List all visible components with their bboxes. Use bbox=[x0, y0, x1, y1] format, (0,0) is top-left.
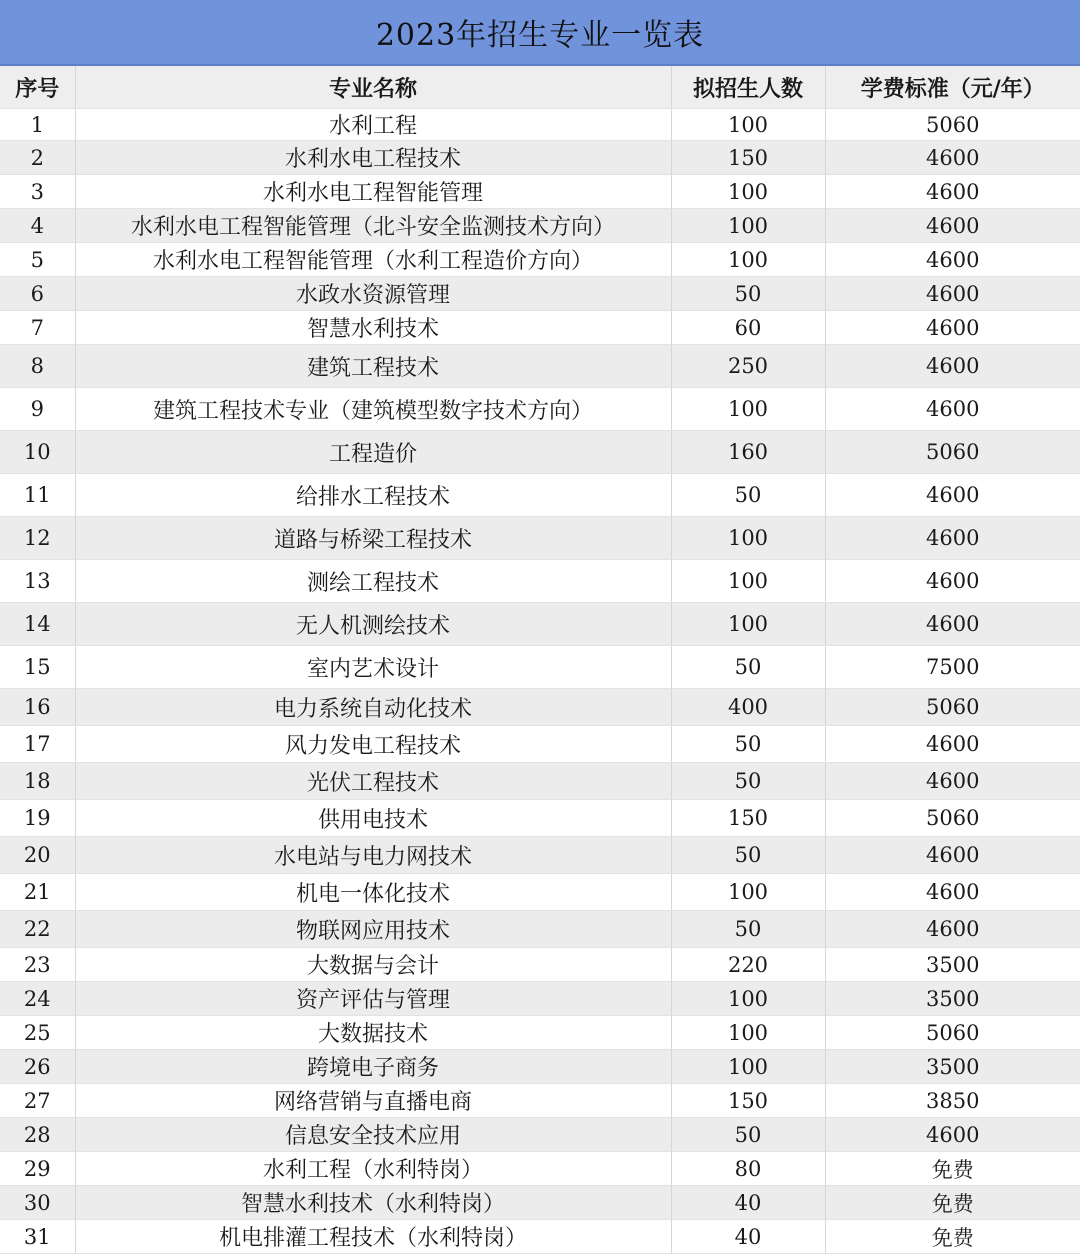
planned-count: 100 bbox=[671, 560, 825, 603]
table-row bbox=[0, 689, 1080, 726]
tuition-fee: 5060 bbox=[825, 109, 1080, 141]
row-number: 5 bbox=[0, 243, 75, 277]
major-name: 资产评估与管理 bbox=[75, 982, 671, 1016]
tuition-fee: 4600 bbox=[825, 209, 1080, 243]
row-number: 17 bbox=[0, 726, 75, 763]
major-name: 水政水资源管理 bbox=[75, 277, 671, 311]
row-number: 26 bbox=[0, 1050, 75, 1084]
planned-count: 50 bbox=[671, 837, 825, 874]
table-row bbox=[0, 603, 1080, 646]
planned-count: 150 bbox=[671, 800, 825, 837]
major-name: 电力系统自动化技术 bbox=[75, 689, 671, 726]
tuition-fee: 免费 bbox=[825, 1220, 1080, 1254]
major-name: 机电一体化技术 bbox=[75, 874, 671, 911]
row-number: 15 bbox=[0, 646, 75, 689]
tuition-fee: 5060 bbox=[825, 431, 1080, 474]
planned-count: 250 bbox=[671, 345, 825, 388]
row-number: 19 bbox=[0, 800, 75, 837]
planned-count: 100 bbox=[671, 517, 825, 560]
row-number: 18 bbox=[0, 763, 75, 800]
table-row bbox=[0, 874, 1080, 911]
row-number: 29 bbox=[0, 1152, 75, 1186]
row-number: 4 bbox=[0, 209, 75, 243]
planned-count: 50 bbox=[671, 911, 825, 948]
planned-count: 100 bbox=[671, 603, 825, 646]
row-number: 21 bbox=[0, 874, 75, 911]
table-row bbox=[0, 726, 1080, 763]
major-name: 无人机测绘技术 bbox=[75, 603, 671, 646]
tuition-fee: 4600 bbox=[825, 603, 1080, 646]
planned-count: 150 bbox=[671, 141, 825, 175]
row-number: 11 bbox=[0, 474, 75, 517]
major-name: 水利水电工程智能管理（北斗安全监测技术方向） bbox=[75, 209, 671, 243]
major-name: 跨境电子商务 bbox=[75, 1050, 671, 1084]
table-row bbox=[0, 763, 1080, 800]
table-row bbox=[0, 209, 1080, 243]
planned-count: 60 bbox=[671, 311, 825, 345]
row-number: 22 bbox=[0, 911, 75, 948]
major-name: 大数据技术 bbox=[75, 1016, 671, 1050]
planned-count: 50 bbox=[671, 277, 825, 311]
tuition-fee: 5060 bbox=[825, 689, 1080, 726]
tuition-fee: 3500 bbox=[825, 982, 1080, 1016]
row-number: 10 bbox=[0, 431, 75, 474]
row-number: 23 bbox=[0, 948, 75, 982]
header-major-name: 专业名称 bbox=[75, 66, 671, 109]
row-number: 30 bbox=[0, 1186, 75, 1220]
table-row bbox=[0, 243, 1080, 277]
row-number: 20 bbox=[0, 837, 75, 874]
table-row bbox=[0, 1186, 1080, 1220]
table-row bbox=[0, 474, 1080, 517]
tuition-fee: 4600 bbox=[825, 141, 1080, 175]
major-name: 信息安全技术应用 bbox=[75, 1118, 671, 1152]
header-tuition: 学费标准（元/年） bbox=[825, 66, 1080, 109]
table-row bbox=[0, 837, 1080, 874]
table-row bbox=[0, 517, 1080, 560]
tuition-fee: 3850 bbox=[825, 1084, 1080, 1118]
planned-count: 150 bbox=[671, 1084, 825, 1118]
major-name: 光伏工程技术 bbox=[75, 763, 671, 800]
tuition-fee: 4600 bbox=[825, 517, 1080, 560]
tuition-fee: 4600 bbox=[825, 837, 1080, 874]
tuition-fee: 4600 bbox=[825, 474, 1080, 517]
table-row bbox=[0, 800, 1080, 837]
major-name: 水利水电工程智能管理（水利工程造价方向） bbox=[75, 243, 671, 277]
table-row bbox=[0, 311, 1080, 345]
major-name: 给排水工程技术 bbox=[75, 474, 671, 517]
row-number: 25 bbox=[0, 1016, 75, 1050]
major-name: 网络营销与直播电商 bbox=[75, 1084, 671, 1118]
tuition-fee: 3500 bbox=[825, 1050, 1080, 1084]
major-name: 水利水电工程智能管理 bbox=[75, 175, 671, 209]
planned-count: 100 bbox=[671, 1050, 825, 1084]
table-row bbox=[0, 345, 1080, 388]
major-name: 建筑工程技术专业（建筑模型数字技术方向） bbox=[75, 388, 671, 431]
tuition-fee: 4600 bbox=[825, 388, 1080, 431]
planned-count: 220 bbox=[671, 948, 825, 982]
table-row bbox=[0, 1016, 1080, 1050]
table-row bbox=[0, 646, 1080, 689]
row-number: 6 bbox=[0, 277, 75, 311]
table-row bbox=[0, 175, 1080, 209]
row-number: 16 bbox=[0, 689, 75, 726]
major-name: 风力发电工程技术 bbox=[75, 726, 671, 763]
major-name: 水利工程 bbox=[75, 109, 671, 141]
row-number: 9 bbox=[0, 388, 75, 431]
major-name: 测绘工程技术 bbox=[75, 560, 671, 603]
row-number: 14 bbox=[0, 603, 75, 646]
header-planned-count: 拟招生人数 bbox=[671, 66, 825, 109]
tuition-fee: 免费 bbox=[825, 1186, 1080, 1220]
tuition-fee: 4600 bbox=[825, 345, 1080, 388]
major-name: 物联网应用技术 bbox=[75, 911, 671, 948]
table-row bbox=[0, 431, 1080, 474]
tuition-fee: 5060 bbox=[825, 1016, 1080, 1050]
tuition-fee: 4600 bbox=[825, 763, 1080, 800]
major-name: 水利工程（水利特岗） bbox=[75, 1152, 671, 1186]
planned-count: 80 bbox=[671, 1152, 825, 1186]
tuition-fee: 3500 bbox=[825, 948, 1080, 982]
table-row bbox=[0, 388, 1080, 431]
planned-count: 100 bbox=[671, 109, 825, 141]
row-number: 31 bbox=[0, 1220, 75, 1254]
row-number: 12 bbox=[0, 517, 75, 560]
planned-count: 100 bbox=[671, 175, 825, 209]
major-name: 大数据与会计 bbox=[75, 948, 671, 982]
major-name: 道路与桥梁工程技术 bbox=[75, 517, 671, 560]
planned-count: 100 bbox=[671, 209, 825, 243]
major-name: 水利水电工程技术 bbox=[75, 141, 671, 175]
table-header-row bbox=[0, 66, 1080, 109]
table-row bbox=[0, 1084, 1080, 1118]
tuition-fee: 7500 bbox=[825, 646, 1080, 689]
row-number: 1 bbox=[0, 109, 75, 141]
planned-count: 100 bbox=[671, 874, 825, 911]
tuition-fee: 4600 bbox=[825, 175, 1080, 209]
row-number: 7 bbox=[0, 311, 75, 345]
planned-count: 100 bbox=[671, 982, 825, 1016]
tuition-fee: 5060 bbox=[825, 800, 1080, 837]
row-number: 28 bbox=[0, 1118, 75, 1152]
table-row bbox=[0, 1050, 1080, 1084]
major-name: 智慧水利技术（水利特岗） bbox=[75, 1186, 671, 1220]
planned-count: 100 bbox=[671, 388, 825, 431]
tuition-fee: 免费 bbox=[825, 1152, 1080, 1186]
row-number: 3 bbox=[0, 175, 75, 209]
major-name: 工程造价 bbox=[75, 431, 671, 474]
planned-count: 40 bbox=[671, 1220, 825, 1254]
major-name: 供用电技术 bbox=[75, 800, 671, 837]
row-number: 27 bbox=[0, 1084, 75, 1118]
row-number: 13 bbox=[0, 560, 75, 603]
tuition-fee: 4600 bbox=[825, 277, 1080, 311]
tuition-fee: 4600 bbox=[825, 911, 1080, 948]
page-title: 2023年招生专业一览表 bbox=[0, 0, 1080, 66]
header-no: 序号 bbox=[0, 66, 75, 109]
major-name: 智慧水利技术 bbox=[75, 311, 671, 345]
table-row bbox=[0, 277, 1080, 311]
planned-count: 50 bbox=[671, 1118, 825, 1152]
table-row bbox=[0, 982, 1080, 1016]
tuition-fee: 4600 bbox=[825, 874, 1080, 911]
planned-count: 100 bbox=[671, 243, 825, 277]
table-row bbox=[0, 1152, 1080, 1186]
planned-count: 100 bbox=[671, 1016, 825, 1050]
tuition-fee: 4600 bbox=[825, 726, 1080, 763]
row-number: 8 bbox=[0, 345, 75, 388]
major-name: 建筑工程技术 bbox=[75, 345, 671, 388]
row-number: 24 bbox=[0, 982, 75, 1016]
table-row bbox=[0, 1118, 1080, 1152]
table-row bbox=[0, 948, 1080, 982]
tuition-fee: 4600 bbox=[825, 1118, 1080, 1152]
planned-count: 400 bbox=[671, 689, 825, 726]
table-row bbox=[0, 560, 1080, 603]
planned-count: 50 bbox=[671, 763, 825, 800]
row-number: 2 bbox=[0, 141, 75, 175]
planned-count: 50 bbox=[671, 646, 825, 689]
planned-count: 160 bbox=[671, 431, 825, 474]
tuition-fee: 4600 bbox=[825, 311, 1080, 345]
major-name: 室内艺术设计 bbox=[75, 646, 671, 689]
enrollment-table bbox=[0, 66, 1080, 1254]
tuition-fee: 4600 bbox=[825, 243, 1080, 277]
planned-count: 50 bbox=[671, 474, 825, 517]
tuition-fee: 4600 bbox=[825, 560, 1080, 603]
planned-count: 50 bbox=[671, 726, 825, 763]
table-row bbox=[0, 141, 1080, 175]
major-name: 机电排灌工程技术（水利特岗） bbox=[75, 1220, 671, 1254]
table-row bbox=[0, 109, 1080, 141]
planned-count: 40 bbox=[671, 1186, 825, 1220]
table-row bbox=[0, 911, 1080, 948]
major-name: 水电站与电力网技术 bbox=[75, 837, 671, 874]
